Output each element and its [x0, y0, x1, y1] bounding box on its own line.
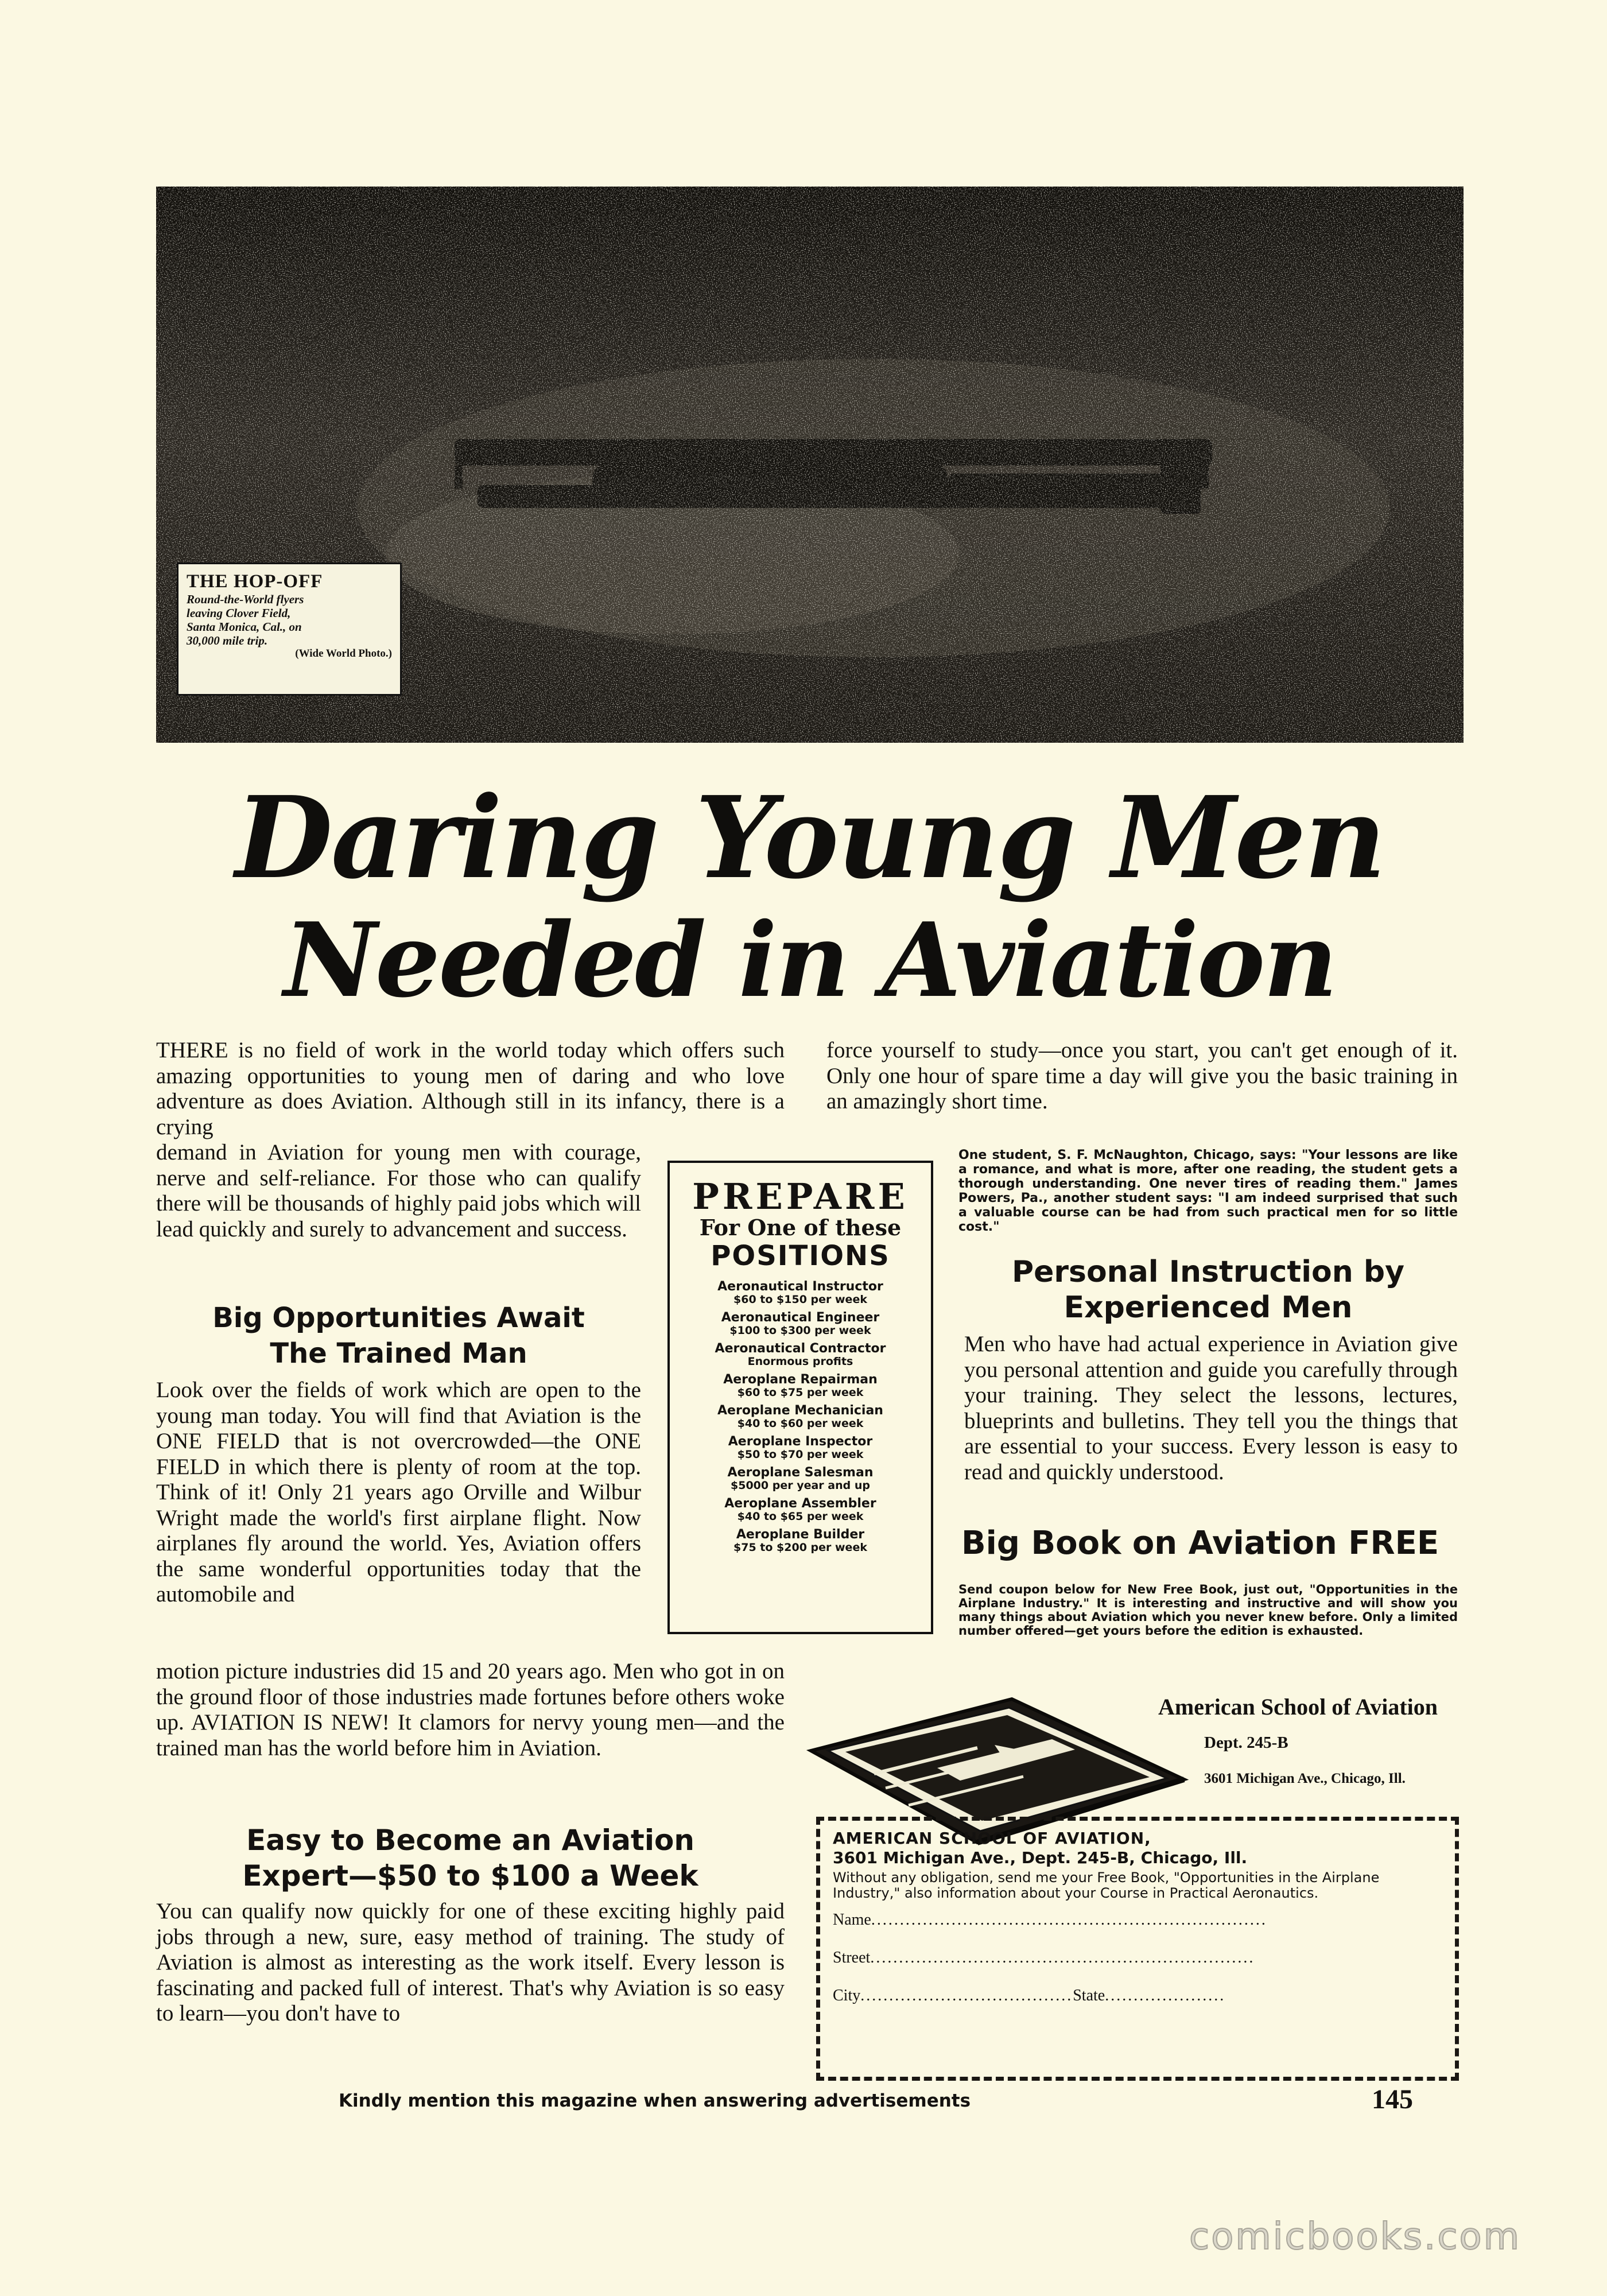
positions-subtitle: For One of these: [699, 1215, 902, 1240]
personal-instruction-heading-line2: Experienced Men: [1063, 1290, 1353, 1325]
positions-list: [670, 1280, 931, 1554]
position-pay: $100 to $300 per week: [729, 1324, 871, 1337]
school-name: American School of Aviation: [1158, 1694, 1438, 1720]
intro-text: THERE is no field of work in the world today which offers such amazing opportunities to young men of daring and who love adventure as does Aviation. Although still in its infancy, there is a crying: [156, 1038, 785, 1139]
opportunities-text: Look over the fields of work which are open to the young man today. You will find that Aviation is the ONE FIELD that is not overcrowded—the ONE FIELD in which there is plenty of room at the top. Think of it! Only 21 years ago Orville and Wilbur Wright made the world's first airplane flight. Now airplanes fly around the world. Yes, Aviation offers the same wonderful opportunities today that the automobile and: [156, 1378, 641, 1607]
big-opportunities-heading-line1: Big Opportunities Await: [212, 1302, 585, 1334]
city-label: City: [833, 1987, 861, 2004]
study-text: force yourself to study—once you start, you can't get enough of it. Only one hour of spare time a day will give you the basic training in an amazingly short time.: [826, 1038, 1458, 1114]
headline-line-2: Needed in Aviation: [284, 900, 1336, 1020]
positions-title-2: POSITIONS: [711, 1240, 890, 1272]
footer-note: Kindly mention this magazine when answering advertisements: [339, 2091, 971, 2111]
position-item: [670, 1528, 931, 1554]
instruction-text: Men who have had actual experience in Aviation give you personal attention and guide you carefully through your training. They select the lessons, lectures, blueprints and bulletins. They tell you the things that are essential to your success. Every lesson is easy to read and quickly understood.: [964, 1332, 1458, 1484]
position-pay: $50 to $70 per week: [737, 1448, 864, 1461]
position-item: [670, 1311, 931, 1337]
position-name: Aeronautical Instructor: [717, 1279, 883, 1294]
coupon-school-name: AMERICAN SCHOOL OF AVIATION,: [833, 1829, 1151, 1848]
intro-paragraph: [156, 1038, 785, 1140]
position-name: Aeroplane Repairman: [723, 1372, 878, 1387]
easy-expert-heading-line2: Expert—$50 to $100 a Week: [242, 1859, 698, 1892]
name-label: Name: [833, 1911, 871, 1929]
position-item: [670, 1373, 931, 1399]
name-line: .....................................................................: [871, 1911, 1267, 1929]
page-number: 145: [1372, 2084, 1413, 2115]
coupon-school-address: 3601 Michigan Ave., Dept. 245-B, Chicago, Ill.: [833, 1848, 1248, 1867]
position-name: Aeronautical Engineer: [721, 1310, 880, 1325]
opportunities-text-cont: motion picture industries did 15 and 20 years ago. Men who got in on the ground floor of those industries made fortunes before others woke up. AVIATION IS NEW! It clamors for nervy young men—and the trained man has the world before him in Aviation.: [156, 1659, 785, 1760]
position-name: Aeroplane Salesman: [727, 1465, 874, 1480]
easy-expert-heading: [156, 1822, 785, 1894]
position-item: [670, 1342, 931, 1368]
state-line: .....................: [1105, 1987, 1226, 2004]
position-item: [670, 1497, 931, 1523]
state-label: State: [1073, 1987, 1105, 2004]
headline-line-1: Daring Young Men: [235, 772, 1385, 904]
position-item: [670, 1280, 931, 1306]
positions-title: PREPARE: [692, 1176, 909, 1217]
coupon-city-state-field[interactable]: [833, 1977, 1442, 2015]
school-street: 3601 Michigan Ave., Chicago, Ill.: [1204, 1771, 1406, 1786]
position-pay: $60 to $150 per week: [733, 1293, 867, 1306]
photo-caption: [177, 563, 402, 696]
position-name: Aeroplane Mechanician: [717, 1403, 883, 1418]
big-book-heading: Big Book on Aviation FREE: [961, 1525, 1439, 1562]
easy-text: You can qualify now quickly for one of these exciting highly paid jobs through a new, sure, easy method of training. The study of Aviation is almost as interesting as the work itself. Every lesson is fascinating and packed full of interest. That's why Aviation is so easy to learn—you don't have to: [156, 1899, 785, 2026]
positions-box: [667, 1161, 933, 1634]
coupon-request-text: Without any obligation, send me your Free Book, "Opportunities in the Airplane Industry," also information about your Course in Practical Aeronautics.: [833, 1870, 1380, 1901]
order-coupon: [816, 1817, 1459, 2081]
opportunities-paragraph-cont: [156, 1659, 785, 1761]
position-name: Aeronautical Contractor: [715, 1341, 886, 1356]
study-paragraph: [826, 1038, 1458, 1115]
city-line: .....................................: [860, 1987, 1073, 2004]
caption-body: Round-the-World flyers leaving Clover Field, Santa Monica, Cal., on 30,000 mile trip.: [187, 592, 304, 647]
position-name: Aeroplane Assembler: [724, 1496, 876, 1511]
position-pay: $75 to $200 per week: [733, 1541, 867, 1554]
position-item: [670, 1404, 931, 1430]
caption-title: THE HOP-OFF: [187, 571, 323, 592]
opportunities-paragraph: [156, 1378, 641, 1608]
position-pay: Enormous profits: [747, 1355, 853, 1368]
position-item: [670, 1466, 931, 1492]
position-name: Aeroplane Inspector: [728, 1434, 873, 1449]
big-opportunities-heading: [156, 1300, 641, 1371]
student-testimonial: One student, S. F. McNaughton, Chicago, says: "Your lessons are like a romance, and what is more, after one reading, the student gets a thorough understanding. One never tires of reading them." James Powers, Pa., another student says: "I am indeed surprised that such a valuable course can be had from such practical men for so little cost.": [958, 1148, 1458, 1234]
school-dept: Dept. 245-B: [1204, 1733, 1288, 1752]
big-book-description: Send coupon below for New Free Book, just out, "Opportunities in the Airplane Industry." It is interesting and instructive and will show you many things about Aviation which you never knew before. Only a limited number offered—get yours before the edition is exhausted.: [958, 1583, 1458, 1638]
coupon-name-field[interactable]: [833, 1901, 1442, 1939]
street-line: ...................................................................: [870, 1949, 1255, 1967]
position-pay: $40 to $60 per week: [737, 1417, 864, 1430]
coupon-street-field[interactable]: [833, 1939, 1442, 1977]
instruction-paragraph: [964, 1332, 1458, 1485]
position-pay: $5000 per year and up: [731, 1479, 870, 1492]
site-watermark: comicbooks.com: [1189, 2216, 1521, 2258]
position-item: [670, 1435, 931, 1461]
hop-off-photo: [156, 187, 1464, 743]
position-pay: $60 to $75 per week: [737, 1386, 864, 1399]
position-name: Aeroplane Builder: [736, 1527, 865, 1542]
easy-expert-heading-line1: Easy to Become an Aviation: [246, 1824, 694, 1857]
intro-text-cont: demand in Aviation for young men with courage, nerve and self-reliance. For those who can qualify there will be thousands of highly paid jobs which will lead quickly and surely to advancement and success.: [156, 1140, 641, 1242]
intro-paragraph-cont: [156, 1140, 641, 1242]
personal-instruction-heading-line1: Personal Instruction by: [1011, 1255, 1405, 1289]
position-pay: $40 to $65 per week: [737, 1510, 864, 1523]
easy-paragraph: [156, 1899, 785, 2027]
caption-credit: (Wide World Photo.): [295, 647, 392, 660]
personal-instruction-heading: [958, 1254, 1458, 1325]
street-label: Street: [833, 1949, 871, 1967]
big-opportunities-heading-line2: The Trained Man: [270, 1337, 527, 1370]
